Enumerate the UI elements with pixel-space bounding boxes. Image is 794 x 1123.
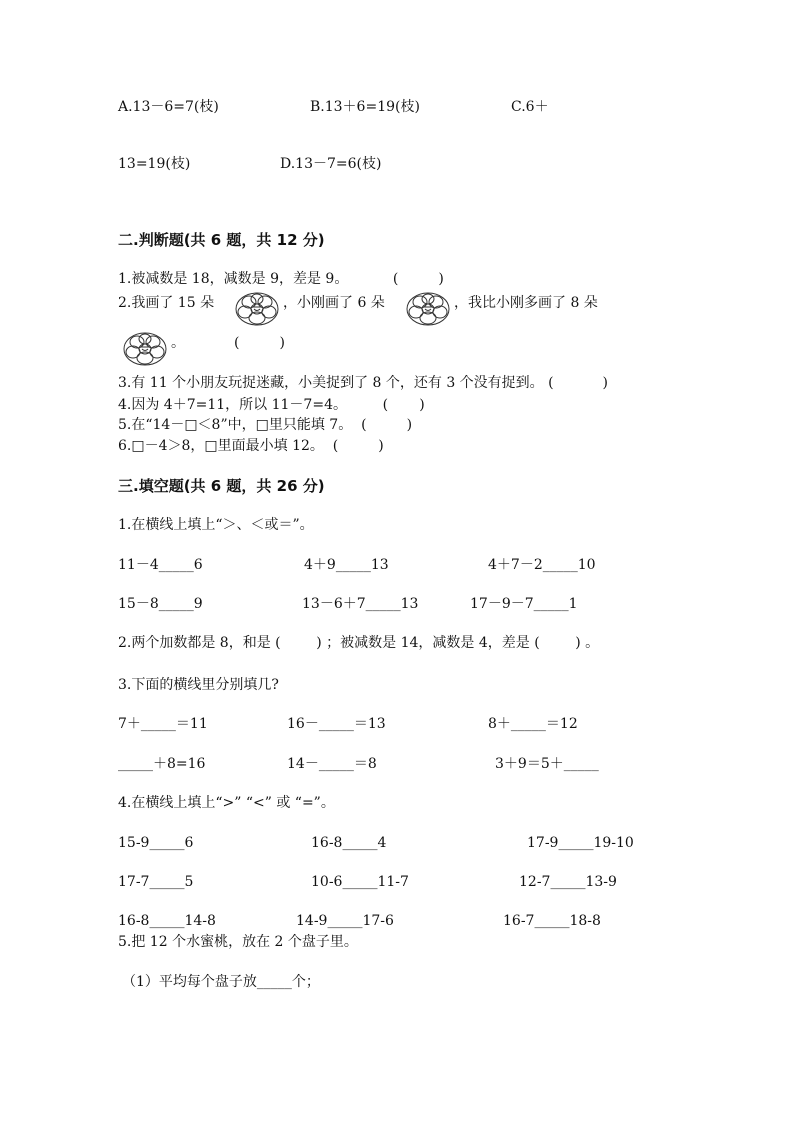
fill-q1-cell: 4＋9_____13 [304, 557, 389, 573]
option-d: D.13－7=6(枝) [280, 156, 382, 172]
fill-q1-cell: 4＋7－2_____10 [488, 557, 596, 573]
judge-item-3: 3.有 11 个小朋友玩捉迷藏，小美捉到了 8 个，还有 3 个没有捉到。 ( ) [118, 375, 609, 391]
fill-q4-cell: 16-8_____14-8 [118, 913, 216, 929]
option-c-end: 13=19(枝) [118, 156, 191, 172]
option-a: A.13－6=7(枝) [118, 99, 219, 115]
judge-item-1: 1.被减数是 18，减数是 9，差是 9。 ( ) [118, 271, 444, 287]
fill-q3-cell: 3＋9＝5＋_____ [495, 756, 599, 772]
judge-item-2-part4: 。 ( ) [171, 335, 285, 351]
fill-q1-prompt: 1.在横线上填上“＞、＜或＝”。 [118, 517, 314, 533]
judge-item-4: 4.因为 4＋7=11，所以 11－7=4。 ( ) [118, 397, 425, 413]
fill-q5-prompt: 5.把 12 个水蜜桃，放在 2 个盘子里。 [118, 934, 358, 950]
option-c-start: C.6＋ [511, 99, 549, 115]
fill-q4-prompt: 4.在横线上填上“>” “<” 或 “=”。 [118, 795, 335, 811]
fill-q4-cell: 17-7_____5 [118, 874, 194, 890]
judge-item-5: 5.在“14－□＜8”中，□里只能填 7。 ( ) [118, 417, 413, 433]
fill-q1-cell: 11－4_____6 [118, 557, 203, 573]
fill-q5-sub1: （1）平均每个盘子放_____个； [122, 974, 320, 990]
flower-icon [233, 290, 281, 328]
fill-q1-cell: 13－6＋7_____13 [302, 596, 419, 612]
fill-q2: 2.两个加数都是 8，和是 ( ) ；被减数是 14，减数是 4，差是 ( ) 。 [118, 635, 600, 651]
fill-q3-cell: 7＋_____＝11 [118, 716, 208, 732]
fill-q3-cell: 8＋_____＝12 [488, 716, 578, 732]
flower-icon [120, 330, 170, 368]
flower-icon [404, 290, 452, 328]
fill-q3-cell: 16－_____＝13 [287, 716, 386, 732]
option-b: B.13＋6=19(枝) [310, 99, 420, 115]
section3-heading: 三.填空题(共 6 题，共 26 分) [118, 477, 325, 495]
fill-q4-cell: 16-8_____4 [311, 835, 387, 851]
fill-q4-cell: 10-6_____11-7 [311, 874, 409, 890]
section2-heading: 二.判断题(共 6 题，共 12 分) [118, 231, 325, 249]
fill-q3-cell: _____＋8=16 [118, 756, 206, 772]
fill-q4-cell: 14-9_____17-6 [296, 913, 394, 929]
fill-q1-cell: 17－9－7_____1 [470, 596, 578, 612]
fill-q1-cell: 15－8_____9 [118, 596, 203, 612]
judge-item-2-part3: ，我比小刚多画了 8 朵 [454, 295, 598, 311]
fill-q4-cell: 12-7_____13-9 [519, 874, 617, 890]
judge-item-2-part1: 2.我画了 15 朵 [118, 295, 215, 311]
fill-q3-prompt: 3.下面的横线里分别填几? [118, 677, 279, 693]
judge-item-2-part2: ，小刚画了 6 朵 [283, 295, 385, 311]
fill-q4-cell: 15-9_____6 [118, 835, 194, 851]
judge-item-6: 6.□－4＞8，□里面最小填 12。 ( ) [118, 438, 384, 454]
fill-q4-cell: 16-7_____18-8 [503, 913, 601, 929]
fill-q3-cell: 14－_____＝8 [287, 756, 377, 772]
fill-q4-cell: 17-9_____19-10 [527, 835, 634, 851]
